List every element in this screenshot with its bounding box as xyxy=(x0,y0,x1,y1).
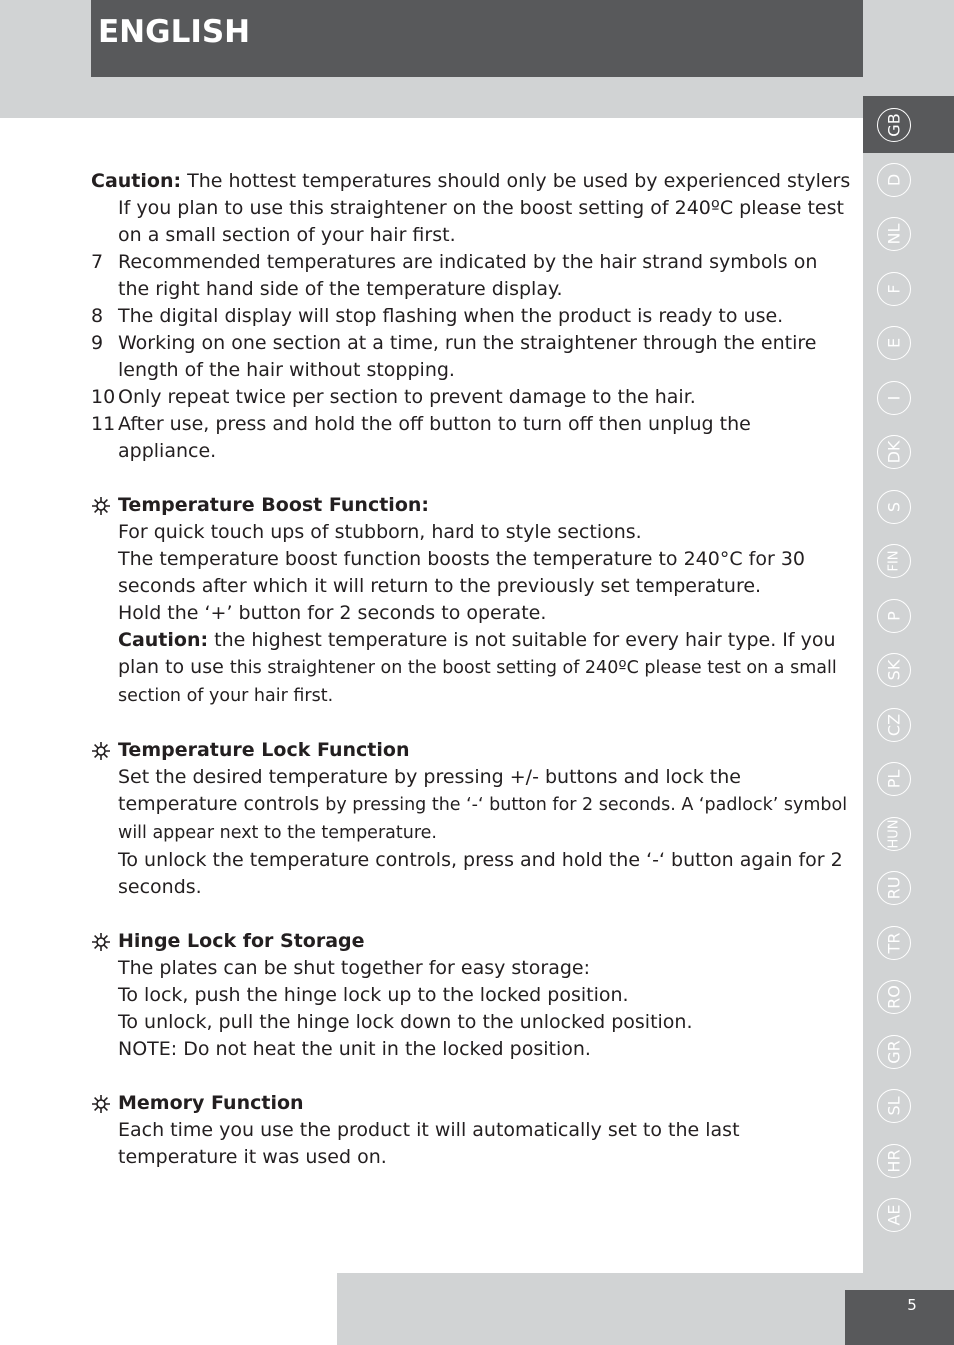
language-tab-gb[interactable] xyxy=(877,108,911,142)
language-tab-hun[interactable] xyxy=(877,817,911,851)
list-item xyxy=(91,411,851,465)
lock-text: Set the desired temperature by pressing +/- buttons and lock the temperature controls xyxy=(118,766,741,815)
language-tab-fin[interactable] xyxy=(877,544,911,578)
hinge-heading xyxy=(91,928,851,955)
sun-icon xyxy=(91,741,118,761)
language-tab-label: DK xyxy=(884,440,904,464)
language-tab-pl[interactable] xyxy=(877,762,911,796)
list-number: 7 xyxy=(91,251,104,273)
language-tab-label: D xyxy=(884,173,904,187)
list-text: The digital display will stop flashing when the product is ready to use. xyxy=(118,305,784,327)
boost-caution-text: the highest temperature is not suitable for every hair type. If you plan to use xyxy=(118,629,836,678)
list-number: 9 xyxy=(91,332,104,354)
language-tab-label: F xyxy=(884,284,904,294)
language-tab-cz[interactable] xyxy=(877,708,911,742)
language-tab-label: AE xyxy=(884,1204,904,1226)
language-tab-label: HUN xyxy=(886,819,902,849)
boost-line: Hold the ‘+’ button for 2 seconds to operate. xyxy=(118,602,547,624)
language-tab-label: NL xyxy=(884,223,904,245)
language-tab-ro[interactable] xyxy=(877,980,911,1014)
manual-content xyxy=(91,168,851,1171)
language-tab-label: S xyxy=(884,501,904,513)
language-tab-dk[interactable] xyxy=(877,435,911,469)
boost-caution-label: Caution: xyxy=(118,629,209,651)
list-item xyxy=(91,303,851,330)
boost-title: Temperature Boost Function: xyxy=(118,494,429,516)
language-tab-tr[interactable] xyxy=(877,926,911,960)
list-text: Only repeat twice per section to prevent damage to the hair. xyxy=(118,386,696,408)
lock-title: Temperature Lock Function xyxy=(118,739,410,761)
language-tab-label: I xyxy=(884,395,904,401)
boost-caution-text-small: this straightener on the boost setting of 240ºC please test on a small section of your hair first. xyxy=(118,658,837,706)
language-tab-label: SL xyxy=(884,1096,904,1116)
language-tab-gr[interactable] xyxy=(877,1035,911,1069)
lock-line xyxy=(91,764,851,847)
language-tab-i[interactable] xyxy=(877,381,911,415)
language-tab-f[interactable] xyxy=(877,272,911,306)
caution-line-2: If you plan to use this straightener on the boost setting of 240ºC please test on a small section of your hair first. xyxy=(118,197,844,246)
page-title: ENGLISH xyxy=(98,14,251,50)
caution-text: The hottest temperatures should only be used by experienced stylers xyxy=(181,170,851,192)
boost-heading xyxy=(91,492,851,519)
boost-caution xyxy=(91,627,851,710)
language-tab-sk[interactable] xyxy=(877,653,911,687)
language-tab-label: E xyxy=(884,337,904,349)
list-number: 8 xyxy=(91,305,104,327)
list-text: After use, press and hold the off button to turn off then unplug the appliance. xyxy=(118,413,751,462)
lock-heading xyxy=(91,737,851,764)
list-item xyxy=(91,330,851,384)
language-tab-label: RU xyxy=(884,876,904,900)
language-tab-label: P xyxy=(884,611,904,621)
language-tab-e[interactable] xyxy=(877,326,911,360)
language-tab-label: TR xyxy=(884,932,904,954)
language-tab-p[interactable] xyxy=(877,599,911,633)
memory-line: Each time you use the product it will automatically set to the last temperature it was used on. xyxy=(118,1119,740,1168)
language-tab-label: PL xyxy=(884,769,904,789)
sun-icon xyxy=(91,496,118,516)
language-tab-s[interactable] xyxy=(877,490,911,524)
language-tab-d[interactable] xyxy=(877,163,911,197)
language-tab-label: CZ xyxy=(884,713,904,737)
memory-heading xyxy=(91,1090,851,1117)
sun-icon xyxy=(91,932,118,952)
list-text: Recommended temperatures are indicated by the hair strand symbols on the right hand side of the temperature display. xyxy=(118,251,818,300)
sun-icon xyxy=(91,1094,118,1114)
boost-line: For quick touch ups of stubborn, hard to style sections. xyxy=(118,521,642,543)
hinge-line: The plates can be shut together for easy storage: xyxy=(118,957,590,979)
language-tab-ru[interactable] xyxy=(877,871,911,905)
language-tab-label: SK xyxy=(884,659,904,681)
list-item xyxy=(91,384,851,411)
lock-line: To unlock the temperature controls, press and hold the ‘-‘ button again for 2 seconds. xyxy=(118,849,843,898)
boost-section xyxy=(91,492,851,710)
language-tab-label: GR xyxy=(884,1040,904,1064)
caution-label: Caution: xyxy=(91,170,182,192)
page-number: 5 xyxy=(907,1296,917,1314)
memory-section xyxy=(91,1090,851,1171)
list-number: 10 xyxy=(91,386,116,408)
language-tab-ae[interactable] xyxy=(877,1198,911,1232)
hinge-section xyxy=(91,928,851,1063)
page-number-box xyxy=(845,1290,954,1345)
language-tab-label: HR xyxy=(884,1149,904,1173)
language-tab-label: GB xyxy=(884,113,904,137)
language-tab-label: FIN xyxy=(886,550,902,572)
hinge-line: To lock, push the hinge lock up to the locked position. xyxy=(118,984,629,1006)
language-tab-sl[interactable] xyxy=(877,1089,911,1123)
list-number: 11 xyxy=(91,413,116,435)
list-item xyxy=(91,249,851,303)
language-tab-nl[interactable] xyxy=(877,217,911,251)
language-tab-hr[interactable] xyxy=(877,1144,911,1178)
hinge-line: NOTE: Do not heat the unit in the locked position. xyxy=(118,1038,591,1060)
language-tab-label: RO xyxy=(884,985,904,1009)
hinge-title: Hinge Lock for Storage xyxy=(118,930,365,952)
lock-text-small: by pressing the ‘-‘ button for 2 seconds. A ‘padlock’ symbol will appear next to the temperature. xyxy=(118,795,848,843)
boost-line: The temperature boost function boosts the temperature to 240°C for 30 seconds after which it will return to the previously set temperature. xyxy=(118,548,806,597)
caution-line xyxy=(91,168,851,195)
list-text: Working on one section at a time, run the straightener through the entire length of the hair without stopping. xyxy=(118,332,817,381)
memory-title: Memory Function xyxy=(118,1092,304,1114)
lock-section xyxy=(91,737,851,901)
hinge-line: To unlock, pull the hinge lock down to the unlocked position. xyxy=(118,1011,693,1033)
